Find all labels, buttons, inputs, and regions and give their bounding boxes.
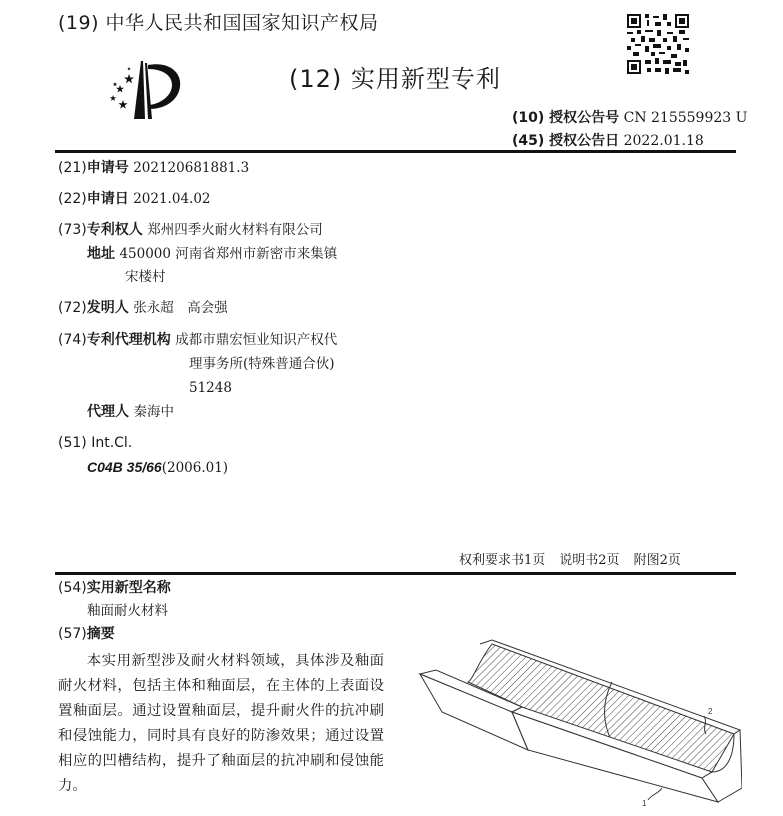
application-date	[58, 188, 211, 210]
publication-date	[512, 130, 704, 150]
patentee-address-line2	[125, 266, 166, 288]
field-label: 发明人	[86, 300, 129, 316]
ipc-version: (2006.01)	[161, 460, 229, 476]
field-value: 450000 河南省郑州市新密市来集镇	[119, 246, 338, 262]
patent-agency	[58, 329, 337, 351]
field-label: 专利权人	[86, 222, 143, 238]
ipc-class-value	[87, 456, 228, 479]
field-code: (73)	[58, 222, 87, 238]
utility-model-title-heading	[58, 577, 171, 599]
field-code: (72)	[58, 300, 87, 316]
figure-label-2: 2	[708, 707, 713, 716]
publication-number-label: (10) 授权公告号	[512, 110, 620, 126]
patentee	[58, 219, 323, 241]
field-value: 51248	[189, 380, 232, 396]
patent-agency-line2	[189, 353, 335, 375]
field-value: 202120681881.3	[133, 160, 250, 176]
ipc-classification	[58, 432, 132, 454]
field-code: (74)	[58, 332, 87, 348]
field-value: 郑州四季火耐火材料有限公司	[147, 222, 323, 238]
field-code: (54)	[58, 580, 87, 596]
description-pages: 说明书2页	[559, 553, 620, 568]
title-value: 釉面耐火材料	[87, 603, 168, 619]
field-label: 代理人	[87, 404, 129, 420]
trough-drawing-icon	[412, 622, 742, 812]
publication-number	[512, 107, 747, 127]
patentee-address	[87, 243, 337, 265]
field-label: 地址	[87, 246, 115, 262]
field-label: 专利代理机构	[86, 332, 171, 348]
section-divider	[55, 572, 736, 575]
field-code: (57)	[58, 626, 87, 642]
document-type: (12) 实用新型专利	[289, 65, 501, 93]
field-value: 成都市鼎宏恒业知识产权代	[175, 332, 338, 348]
qr-code-icon	[627, 14, 689, 74]
abstract-heading	[58, 623, 115, 645]
issuing-office: (19) 中华人民共和国国家知识产权局	[58, 12, 379, 34]
field-value: 张永超 高会强	[133, 300, 228, 316]
field-code: (21)	[58, 160, 87, 176]
field-label: Int.Cl.	[91, 435, 133, 451]
ipc-class: C04B 35/66	[87, 459, 162, 475]
patent-agent	[87, 401, 174, 423]
claims-pages: 权利要求书1页	[459, 553, 546, 568]
inventor	[58, 297, 228, 319]
field-label: 申请日	[86, 191, 129, 207]
publication-date-label: (45) 授权公告日	[512, 133, 620, 149]
page-counts	[459, 549, 695, 568]
figure-label-1: 1	[642, 799, 647, 808]
publication-number-value: CN 215559923 U	[623, 110, 748, 126]
field-label: 申请号	[86, 160, 129, 176]
publication-date-value: 2022.01.18	[623, 133, 704, 149]
application-number	[58, 157, 249, 179]
field-label: 实用新型名称	[86, 580, 171, 596]
patent-agency-line3	[189, 377, 232, 399]
field-value: 理事务所(特殊普通合伙)	[189, 356, 335, 372]
field-value: 秦海中	[133, 404, 174, 420]
drawings-pages: 附图2页	[633, 553, 681, 568]
field-value: 宋楼村	[125, 269, 166, 285]
abstract-text: 本实用新型涉及耐火材料领域，具体涉及釉面耐火材料，包括主体和釉面层，在主体的上表面设置釉面层。通过设置釉面层，提升耐火件的抗冲刷和侵蚀能力，同时具有良好的防渗效果；通过设置相应的凹槽结构，提升了釉面层的抗冲刷和侵蚀能力。	[58, 653, 384, 794]
field-label: 摘要	[86, 626, 115, 642]
field-code: (51)	[58, 435, 87, 451]
field-code: (22)	[58, 191, 87, 207]
header-divider	[55, 150, 736, 153]
utility-model-title	[87, 600, 168, 622]
cnipa-logo-icon	[98, 57, 188, 127]
field-value: 2021.04.02	[133, 191, 211, 207]
